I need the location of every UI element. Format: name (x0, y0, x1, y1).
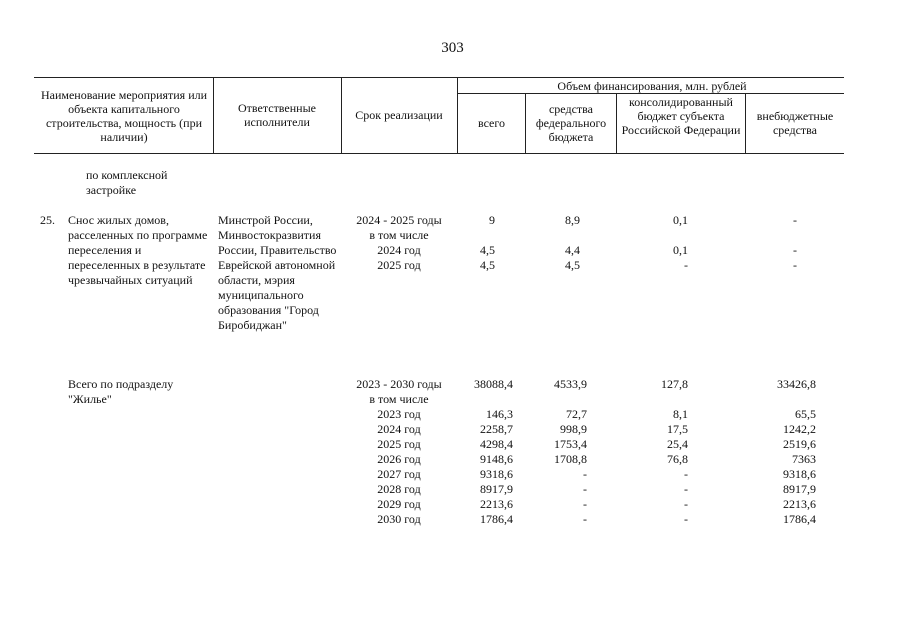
funding-subheader-border (457, 93, 844, 94)
table-cell-value (760, 228, 797, 243)
table-cell-value: - (583, 497, 587, 511)
table-cell-value: 8917,9 (480, 482, 513, 496)
table-cell-value: 9 (489, 213, 495, 227)
table-cell-value: 2024 год (377, 422, 421, 436)
table-top-border (34, 77, 844, 78)
table-cell-value: 1753,4 (554, 437, 587, 451)
summary-total (455, 377, 513, 527)
table-cell-value: 998,9 (560, 422, 587, 436)
table-cell-value: 2028 год (377, 482, 421, 496)
table-cell-value: 65,5 (795, 407, 816, 421)
header-period: Срок реализации (355, 108, 443, 122)
table-cell-value (455, 228, 495, 243)
table-cell-value: - (793, 243, 797, 257)
row25-total (455, 213, 495, 273)
table-cell-value: 8917,9 (783, 482, 816, 496)
table-cell-value: 2023 - 2030 годы (356, 377, 442, 391)
table-cell-value: 7363 (792, 452, 816, 466)
header-name: Наименование мероприятия или объекта капитального строительства, мощность (при наличии) (40, 88, 208, 144)
table-cell-value: 38088,4 (474, 377, 513, 391)
summary-periods (344, 377, 454, 527)
row-executors: Минстрой России, Минвостокразвития России, Правительство Еврейской автономной области, мэрия муниципального образования "Город Биробиджан" (218, 213, 337, 332)
table-cell-value: 2030 год (377, 512, 421, 526)
table-cell-value: 2024 - 2025 годы (356, 213, 442, 227)
table-cell-value (760, 392, 816, 407)
table-cell-value: - (684, 258, 688, 272)
table-cell-value: 0,1 (673, 213, 688, 227)
header-extrabudget: внебюджетные средства (756, 109, 834, 137)
header-executors: Ответственные исполнители (238, 101, 316, 129)
table-cell-value: 9318,6 (480, 467, 513, 481)
table-cell-value: 4,4 (565, 243, 580, 257)
table-cell-value: 4,5 (565, 258, 580, 272)
row25-periods (344, 213, 454, 273)
table-cell-value: 1242,2 (783, 422, 816, 436)
table-cell-value (640, 228, 688, 243)
summary-federal (530, 377, 587, 527)
table-cell-value (455, 392, 513, 407)
page-number: 303 (441, 40, 464, 56)
table-cell-value: - (684, 482, 688, 496)
table-cell-value: 8,9 (565, 213, 580, 227)
table-cell-value: 127,8 (661, 377, 688, 391)
table-cell-value: - (583, 482, 587, 496)
table-cell-value: 2026 год (377, 452, 421, 466)
table-cell-value: - (793, 213, 797, 227)
row-number: 25. (40, 213, 55, 227)
continuation-text: по комплексной застройке (86, 168, 168, 197)
col-divider (616, 93, 617, 153)
table-cell-value: 2023 год (377, 407, 421, 421)
col-divider (213, 77, 214, 153)
header-regional: консолидированный бюджет субъекта Российской Федерации (621, 95, 741, 137)
table-cell-value: 146,3 (486, 407, 513, 421)
table-cell-value: 9148,6 (480, 452, 513, 466)
table-cell-value: - (684, 512, 688, 526)
col-divider (457, 77, 458, 153)
table-cell-value: 33426,8 (777, 377, 816, 391)
table-cell-value: 1708,8 (554, 452, 587, 466)
table-cell-value: 4,5 (480, 258, 495, 272)
row25-federal (530, 213, 580, 273)
table-cell-value: - (684, 467, 688, 481)
table-cell-value: 4533,9 (554, 377, 587, 391)
table-cell-value: - (583, 467, 587, 481)
table-cell-value: 2025 год (377, 258, 421, 272)
table-cell-value: 2213,6 (480, 497, 513, 511)
table-cell-value: 2213,6 (783, 497, 816, 511)
table-cell-value: 17,5 (667, 422, 688, 436)
summary-name: Всего по подразделу "Жилье" (68, 377, 174, 406)
summary-extrabudget (760, 377, 816, 527)
table-cell-value: 1786,4 (783, 512, 816, 526)
table-cell-value: 25,4 (667, 437, 688, 451)
table-cell-value (530, 228, 580, 243)
row-name: Снос жилых домов, расселенных по программе переселения и переселенных в результате чрезвычайных ситуаций (68, 213, 208, 287)
table-cell-value: 76,8 (667, 452, 688, 466)
header-bottom-border (34, 153, 844, 154)
table-cell-value: - (583, 512, 587, 526)
table-cell-value (530, 392, 587, 407)
header-funding: Объем финансирования, млн. рублей (557, 79, 747, 93)
table-cell-value: 1786,4 (480, 512, 513, 526)
col-divider (525, 93, 526, 153)
summary-regional (640, 377, 688, 527)
table-cell-value: 2027 год (377, 467, 421, 481)
table-cell-value: - (793, 258, 797, 272)
row25-regional (640, 213, 688, 273)
header-federal: средства федерального бюджета (535, 102, 607, 144)
table-cell-value: 8,1 (673, 407, 688, 421)
col-divider (745, 93, 746, 153)
table-cell-value: 4,5 (480, 243, 495, 257)
table-cell-value: 2025 год (377, 437, 421, 451)
table-cell-value (640, 392, 688, 407)
header-total: всего (477, 116, 506, 130)
col-divider (341, 77, 342, 153)
table-cell-value: 2024 год (377, 243, 421, 257)
table-cell-value: 9318,6 (783, 467, 816, 481)
table-cell-value: 4298,4 (480, 437, 513, 451)
table-cell-value: - (684, 497, 688, 511)
table-cell-value: 0,1 (673, 243, 688, 257)
row25-extrabudget (760, 213, 797, 273)
table-cell-value: 2258,7 (480, 422, 513, 436)
table-cell-value: в том числе (369, 392, 429, 406)
table-cell-value: 2029 год (377, 497, 421, 511)
table-cell-value: 72,7 (566, 407, 587, 421)
table-cell-value: 2519,6 (783, 437, 816, 451)
table-cell-value: в том числе (369, 228, 429, 242)
